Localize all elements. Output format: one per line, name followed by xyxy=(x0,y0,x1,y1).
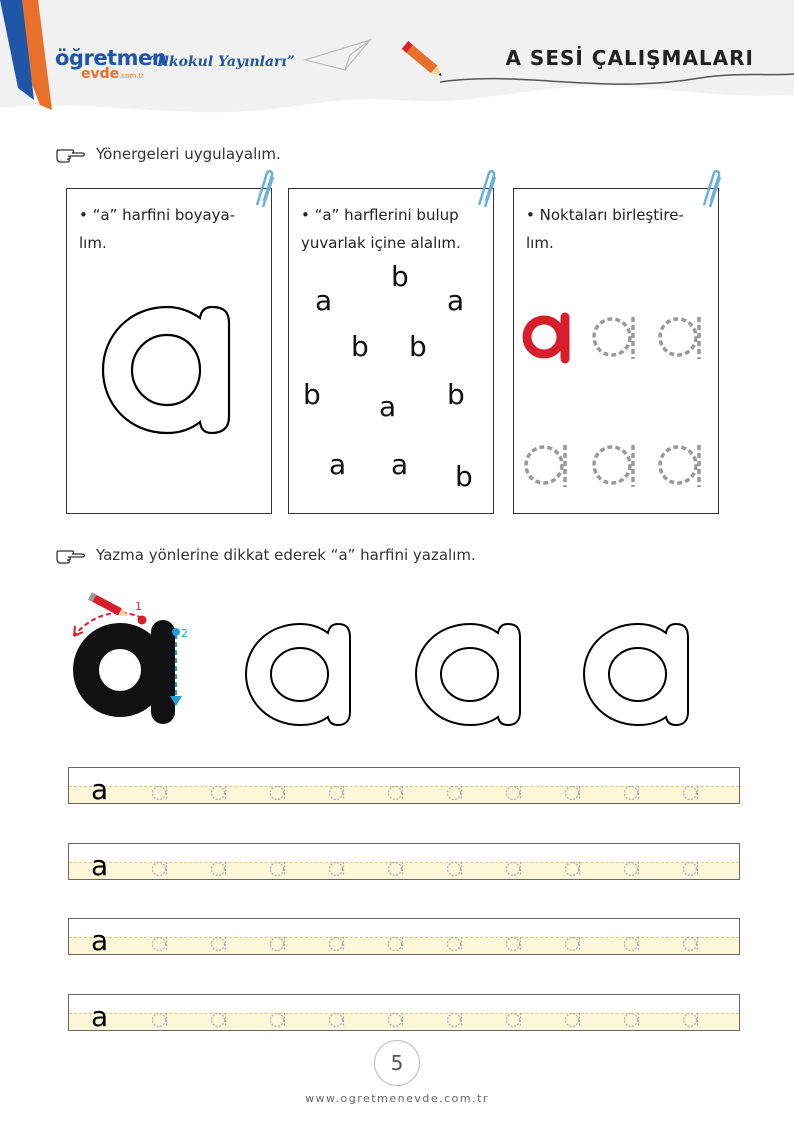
brand-logo xyxy=(55,44,315,94)
stroke-order-letter-a xyxy=(62,588,202,728)
dotted-letter-a[interactable] xyxy=(654,437,710,493)
dotted-trace-letter[interactable] xyxy=(564,783,584,801)
scatter-letter[interactable]: b xyxy=(351,330,369,363)
card-find xyxy=(288,188,494,514)
instruction-second xyxy=(56,543,476,567)
instruction-first xyxy=(56,142,281,166)
dotted-letter-a[interactable] xyxy=(588,309,644,365)
scatter-letter[interactable]: a xyxy=(379,390,397,423)
dotted-trace-letter[interactable] xyxy=(623,1010,643,1028)
instruction-first-text: Yönergeleri uygulayalım. xyxy=(96,145,281,163)
dotted-trace-letter[interactable] xyxy=(328,934,348,952)
red-letter-a xyxy=(520,309,576,365)
scatter-letter[interactable]: b xyxy=(447,378,465,411)
stroke-step-1: 1 xyxy=(135,600,142,613)
page-title: A SESİ ÇALIŞMALARI xyxy=(505,46,754,70)
dotted-trace-letter[interactable] xyxy=(505,1010,525,1028)
dotted-trace-letter[interactable] xyxy=(269,859,289,877)
paper-clip-icon xyxy=(698,169,724,209)
page-number: 5 xyxy=(374,1040,420,1086)
pointing-hand-icon xyxy=(56,545,86,565)
scatter-letter[interactable]: a xyxy=(447,284,465,317)
dotted-trace-letter[interactable] xyxy=(682,934,702,952)
dotted-trace-letter[interactable] xyxy=(623,859,643,877)
dotted-trace-letter[interactable] xyxy=(151,934,171,952)
dotted-letter-a[interactable] xyxy=(588,437,644,493)
dotted-trace-letter[interactable] xyxy=(446,934,466,952)
row-model-letter: a xyxy=(91,1000,109,1033)
card-find-text: • “a” harflerini bulup yuvarlak içine alalım. xyxy=(301,206,461,252)
logo-bottom-text: evde.com.tr xyxy=(81,66,145,82)
scatter-letter[interactable]: b xyxy=(303,378,321,411)
writing-row[interactable] xyxy=(68,994,740,1031)
scatter-letter[interactable]: a xyxy=(315,284,333,317)
dotted-trace-letter[interactable] xyxy=(328,783,348,801)
dotted-trace-letter[interactable] xyxy=(505,783,525,801)
scatter-letter[interactable]: b xyxy=(455,460,473,493)
dotted-letter-a[interactable] xyxy=(654,309,710,365)
outline-letter-a[interactable] xyxy=(580,620,692,728)
scatter-letter[interactable]: b xyxy=(409,330,427,363)
card-paint-text: • “a” harfini boyaya- lım. xyxy=(79,206,236,252)
paper-clip-icon xyxy=(473,169,499,209)
scatter-letter[interactable]: a xyxy=(391,448,409,481)
dotted-trace-letter[interactable] xyxy=(387,783,407,801)
dotted-trace-letter[interactable] xyxy=(151,1010,171,1028)
dotted-trace-letter[interactable] xyxy=(151,783,171,801)
dotted-trace-letter[interactable] xyxy=(505,859,525,877)
logo-top-text: öğretmen xyxy=(55,46,167,70)
dotted-trace-letter[interactable] xyxy=(387,934,407,952)
scatter-letter[interactable]: a xyxy=(329,448,347,481)
dotted-trace-letter[interactable] xyxy=(564,934,584,952)
row-model-letter: a xyxy=(91,849,109,882)
dotted-trace-letter[interactable] xyxy=(151,859,171,877)
writing-row[interactable] xyxy=(68,918,740,955)
dotted-trace-letter[interactable] xyxy=(210,934,230,952)
scatter-letter[interactable]: b xyxy=(391,260,409,293)
stroke-step-2: 2 xyxy=(181,627,188,640)
writing-row[interactable] xyxy=(68,767,740,804)
dotted-trace-letter[interactable] xyxy=(328,1010,348,1028)
card-connect-text: • Noktaları birleştire- lım. xyxy=(526,206,684,252)
dotted-trace-letter[interactable] xyxy=(269,934,289,952)
row-model-letter: a xyxy=(91,924,109,957)
row-model-letter: a xyxy=(91,773,109,806)
dotted-trace-letter[interactable] xyxy=(682,859,702,877)
dotted-trace-letter[interactable] xyxy=(564,1010,584,1028)
dotted-trace-letter[interactable] xyxy=(446,859,466,877)
dotted-trace-letter[interactable] xyxy=(564,859,584,877)
dotted-trace-letter[interactable] xyxy=(446,1010,466,1028)
dotted-trace-letter[interactable] xyxy=(505,934,525,952)
dotted-trace-letter[interactable] xyxy=(269,1010,289,1028)
dotted-trace-letter[interactable] xyxy=(446,783,466,801)
dotted-letter-a[interactable] xyxy=(520,437,576,493)
card-paint xyxy=(66,188,272,514)
dotted-trace-letter[interactable] xyxy=(682,1010,702,1028)
instruction-second-text: Yazma yönlerine dikkat ederek “a” harfini yazalım. xyxy=(96,546,476,564)
dotted-trace-letter[interactable] xyxy=(210,859,230,877)
paper-clip-icon xyxy=(251,169,277,209)
dotted-trace-letter[interactable] xyxy=(210,1010,230,1028)
outline-letter-a[interactable] xyxy=(97,297,237,437)
dotted-trace-letter[interactable] xyxy=(387,859,407,877)
outline-letter-a[interactable] xyxy=(242,620,354,728)
dotted-trace-letter[interactable] xyxy=(269,783,289,801)
card-connect xyxy=(513,188,719,514)
pointing-hand-icon xyxy=(56,144,86,164)
dotted-trace-letter[interactable] xyxy=(210,783,230,801)
outline-letter-a[interactable] xyxy=(412,620,524,728)
dotted-trace-letter[interactable] xyxy=(387,1010,407,1028)
pencil-icon xyxy=(88,592,130,619)
writing-row[interactable] xyxy=(68,843,740,880)
dotted-trace-letter[interactable] xyxy=(328,859,348,877)
dotted-trace-letter[interactable] xyxy=(682,783,702,801)
footer-url: www.ogretmenevde.com.tr xyxy=(305,1092,489,1105)
logo-slogan: “İlkokul Yayınları” xyxy=(149,54,295,70)
dotted-trace-letter[interactable] xyxy=(623,783,643,801)
dotted-trace-letter[interactable] xyxy=(623,934,643,952)
